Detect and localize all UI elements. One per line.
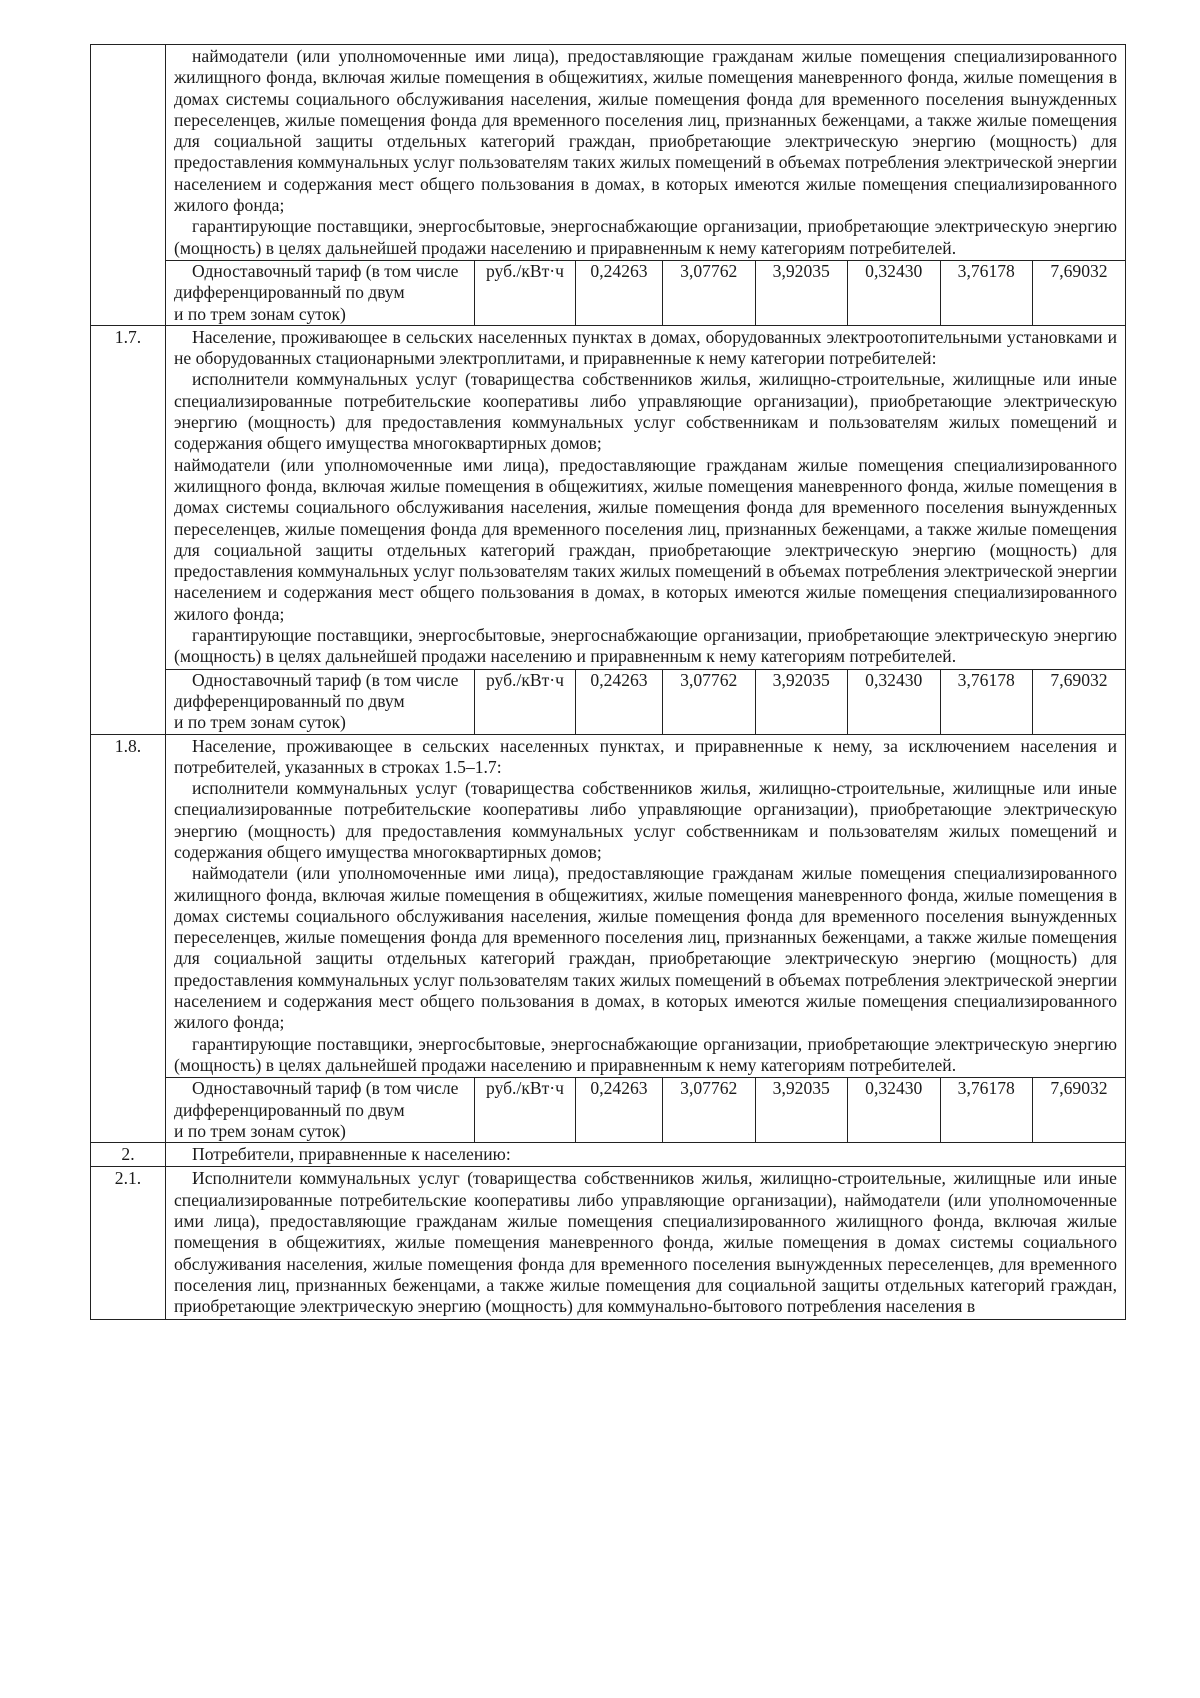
table-row-1-6-continued xyxy=(91,45,1126,326)
table-row-1-7 xyxy=(91,325,1126,734)
tariff-name-line: дифференцированный по двум xyxy=(174,690,405,711)
row-text xyxy=(166,1167,1125,1318)
tariff-value-cell: 7,69032 xyxy=(1033,669,1126,733)
tariff-value-cell: 0,32430 xyxy=(848,260,941,324)
tariff-subtable xyxy=(166,260,1125,325)
tariff-name-cell xyxy=(166,260,475,324)
tariff-row xyxy=(166,260,1125,324)
tariff-value-cell: 0,32430 xyxy=(848,1078,941,1142)
tariff-document-page xyxy=(90,44,1126,1320)
table-row-1-8 xyxy=(91,734,1126,1143)
tariff-unit-cell: руб./кВт·ч xyxy=(475,669,576,733)
paragraph: наймодатели (или уполномоченные ими лица), предоставляющие гражданам жилые помещения специализированного жилищного фонда, включая жилые помещения в общежитиях, жилые помещения маневренного фонда, жилые помещения в домах системы социального обслуживания населения, жилые помещения фонда для временного поселения вынужденных переселенцев, жилые помещения фонда для временного поселения лиц, признанных беженцами, а также жилые помещения для социальной защиты отдельных категорий граждан, приобретающие электрическую энергию (мощность) для предоставления коммунальных услуг пользователям таких жилых помещений в объемах потребления электрической энергии населением и содержания мест общего пользования в домах, в которых имеются жилые помещения специализированного жилого фонда; xyxy=(174,46,1117,216)
tariff-name-line: и по трем зонам суток) xyxy=(174,303,346,324)
row-text xyxy=(166,326,1125,669)
paragraph: наймодатели (или уполномоченные ими лица), предоставляющие гражданам жилые помещения специализированного жилищного фонда, включая жилые помещения в общежитиях, жилые помещения маневренного фонда, жилые помещения в домах системы социального обслуживания населения, жилые помещения фонда для временного поселения вынужденных переселенцев, жилые помещения фонда для временного поселения лиц, признанных беженцами, а также жилые помещения для социальной защиты отдельных категорий граждан, приобретающие электрическую энергию (мощность) для предоставления коммунальных услуг пользователям таких жилых помещений в объемах потребления электрической энергии населением и содержания мест общего пользования в домах, в которых имеются жилые помещения специализированного жилого фонда; xyxy=(174,863,1117,1033)
tariff-name-cell xyxy=(166,669,475,733)
row-text xyxy=(166,1143,1125,1166)
tariff-unit-cell: руб./кВт·ч xyxy=(475,260,576,324)
paragraph: наймодатели (или уполномоченные ими лица), предоставляющие гражданам жилые помещения специализированного жилищного фонда, включая жилые помещения в общежитиях, жилые помещения маневренного фонда, жилые помещения в домах системы социального обслуживания населения, жилые помещения фонда для временного поселения вынужденных переселенцев, жилые помещения фонда для временного поселения лиц, признанных беженцами, а также жилые помещения для социальной защиты отдельных категорий граждан, приобретающие электрическую энергию (мощность) для предоставления коммунальных услуг пользователям таких жилых помещений в объемах потребления электрической энергии населением и содержания мест общего пользования в домах, в которых имеются жилые помещения специализированного жилого фонда; xyxy=(174,454,1117,624)
row-number xyxy=(91,45,166,326)
tariff-value-cell: 3,07762 xyxy=(663,260,756,324)
row-text xyxy=(166,45,1125,260)
tariff-value-cell: 3,92035 xyxy=(755,669,848,733)
tariff-value-cell: 7,69032 xyxy=(1033,1078,1126,1142)
tariff-value-cell: 3,76178 xyxy=(940,260,1033,324)
row-text xyxy=(166,735,1125,1078)
paragraph: исполнители коммунальных услуг (товарищества собственников жилья, жилищно-строительные, жилищные или иные специализированные потребительские кооперативы либо управляющие организации), приобретающие электрическую энергию (мощность) для предоставления коммунальных услуг собственникам и пользователям жилых помещений и содержания общего имущества многоквартирных домов; xyxy=(174,369,1117,454)
row-number: 2.1. xyxy=(91,1167,166,1319)
tariff-value-cell: 0,32430 xyxy=(848,669,941,733)
tariff-row xyxy=(166,669,1125,733)
paragraph: Население, проживающее в сельских населенных пунктах в домах, оборудованных электроотопительными установками и не оборудованных стационарными электроплитами, и приравненные к нему категории потребителей: xyxy=(174,326,1117,369)
tariff-subtable xyxy=(166,1077,1125,1142)
tariff-name-line: и по трем зонам суток) xyxy=(174,1120,346,1141)
paragraph: исполнители коммунальных услуг (товарищества собственников жилья, жилищно-строительные, жилищные или иные специализированные потребительские кооперативы либо управляющие организации), приобретающие электрическую энергию (мощность) для предоставления коммунальных услуг собственникам и пользователям жилых помещений и содержания общего имущества многоквартирных домов; xyxy=(174,778,1117,862)
tariff-value-cell: 0,24263 xyxy=(576,260,663,324)
tariff-value-cell: 3,92035 xyxy=(755,1078,848,1142)
tariff-value-cell: 7,69032 xyxy=(1033,260,1126,324)
row-number: 1.8. xyxy=(91,734,166,1143)
paragraph: гарантирующие поставщики, энергосбытовые, энергоснабжающие организации, приобретающие электрическую энергию (мощность) в целях дальнейшей продажи населению и приравненным к нему категориям потребителей. xyxy=(174,1033,1117,1075)
tariff-value-cell: 3,07762 xyxy=(663,1078,756,1142)
table-row-2 xyxy=(91,1143,1126,1167)
paragraph: Потребители, приравненные к населению: xyxy=(192,1144,511,1165)
tariff-name-line: Одноставочный тариф (в том числе xyxy=(192,260,459,281)
tariff-name-line: дифференцированный по двум xyxy=(174,1099,405,1120)
tariff-value-cell: 0,24263 xyxy=(576,1078,663,1142)
paragraph: гарантирующие поставщики, энергосбытовые, энергоснабжающие организации, приобретающие электрическую энергию (мощность) в целях дальнейшей продажи населению и приравненным к нему категориям потребителей. xyxy=(174,625,1117,667)
tariff-unit-cell: руб./кВт·ч xyxy=(475,1078,576,1142)
tariff-name-cell xyxy=(166,1078,475,1142)
tariff-subtable xyxy=(166,669,1125,734)
tariff-name-line: Одноставочный тариф (в том числе xyxy=(192,669,459,690)
row-number: 1.7. xyxy=(91,325,166,734)
tariff-name-line: и по трем зонам суток) xyxy=(174,712,346,733)
tariff-table xyxy=(90,44,1126,1320)
tariff-value-cell: 3,07762 xyxy=(663,669,756,733)
tariff-value-cell: 0,24263 xyxy=(576,669,663,733)
tariff-row xyxy=(166,1078,1125,1142)
tariff-name-line: Одноставочный тариф (в том числе xyxy=(192,1078,459,1099)
paragraph: Население, проживающее в сельских населенных пунктах, и приравненные к нему, за исключением населения и потребителей, указанных в строках 1.5–1.7: xyxy=(174,735,1117,777)
paragraph: Исполнители коммунальных услуг (товарищества собственников жилья, жилищно-строительные, жилищные или иные специализированные потребительские кооперативы либо управляющие организации), наймодатели (или уполномоченные ими лица), предоставляющие гражданам жилые помещения специализированного жилищного фонда, включая жилые помещения в общежитиях, жилые помещения маневренного фонда, жилые помещения в домах системы социального обслуживания населения, жилые помещения фонда для временного поселения вынужденных переселенцев, для временного поселения лиц, признанных беженцами, а также жилые помещения для социальной защиты отдельных категорий граждан, приобретающие электрическую энергию (мощность) для коммунально-бытового потребления населения в xyxy=(174,1168,1117,1317)
tariff-value-cell: 3,92035 xyxy=(755,260,848,324)
row-number: 2. xyxy=(91,1143,166,1167)
tariff-value-cell: 3,76178 xyxy=(940,1078,1033,1142)
tariff-name-line: дифференцированный по двум xyxy=(174,282,405,303)
paragraph: гарантирующие поставщики, энергосбытовые, энергоснабжающие организации, приобретающие электрическую энергию (мощность) в целях дальнейшей продажи населению и приравненным к нему категориям потребителей. xyxy=(174,216,1117,258)
table-row-2-1 xyxy=(91,1167,1126,1319)
tariff-value-cell: 3,76178 xyxy=(940,669,1033,733)
